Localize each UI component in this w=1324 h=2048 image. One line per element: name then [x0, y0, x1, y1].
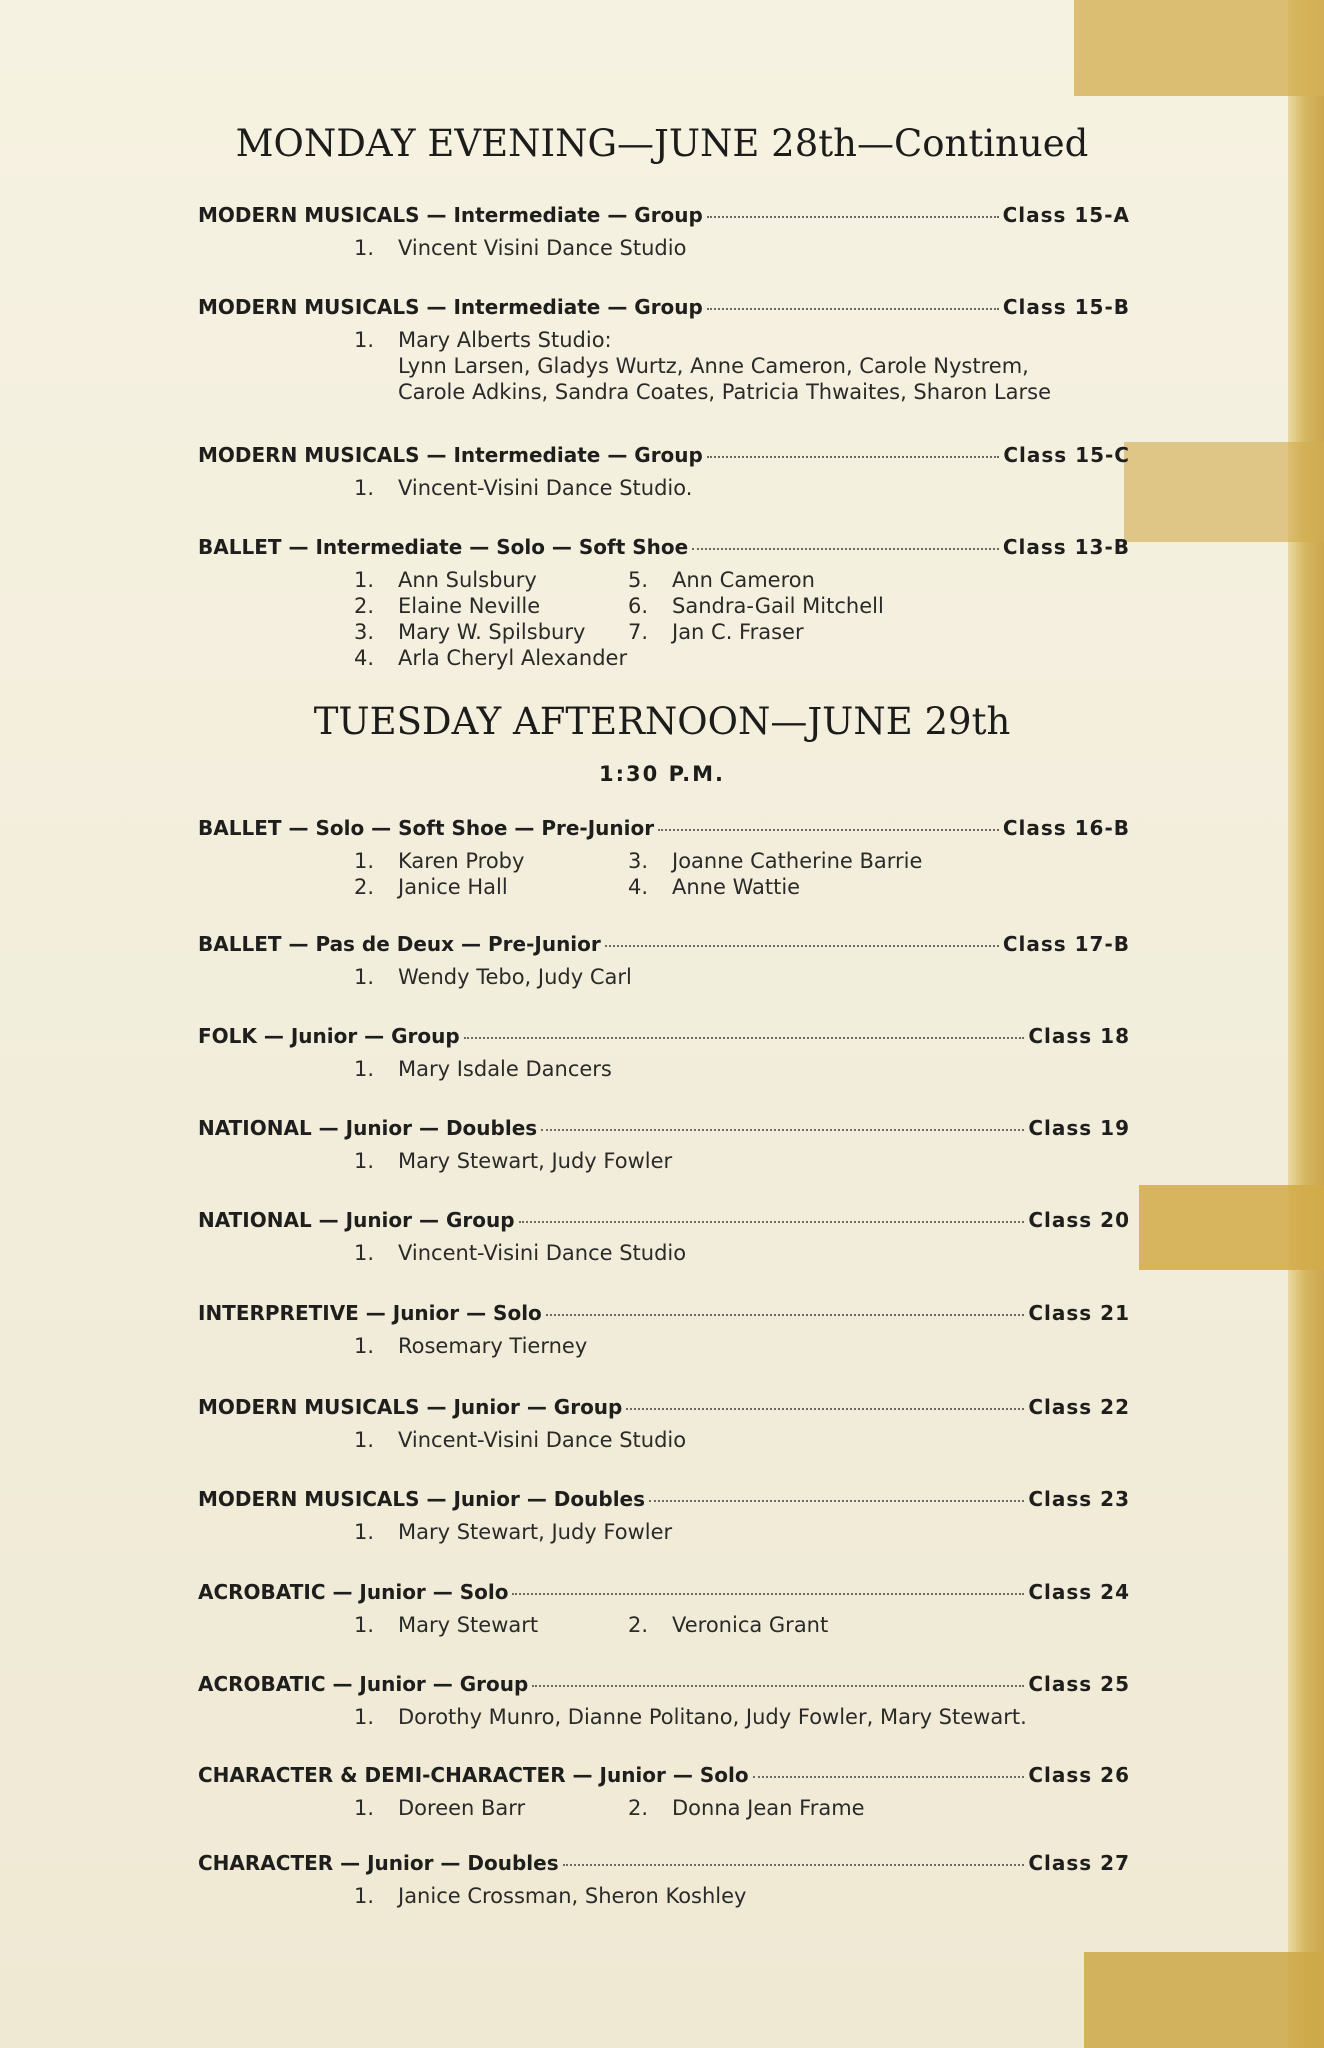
entry-column-left: [198, 1612, 628, 1638]
entry-list: [198, 1612, 1130, 1638]
class-title: BALLET — Pas de Deux — Pre-Junior: [198, 932, 601, 956]
class-heading-row: [198, 1116, 1130, 1146]
class-section: [198, 1024, 1130, 1082]
entry: [628, 619, 1028, 645]
entry-number: 2.: [354, 594, 375, 618]
dot-leader: [707, 308, 999, 310]
dot-leader: [464, 1037, 1025, 1039]
entry-number: 2.: [628, 1613, 649, 1637]
entry: [354, 1056, 1130, 1082]
dot-leader: [707, 456, 1000, 458]
class-number: Class 17-B: [1002, 932, 1130, 956]
class-heading-row: [198, 1672, 1130, 1702]
entry-name: Vincent-Visini Dance Studio.: [398, 476, 693, 500]
entry-name: Janice Crossman, Sheron Koshley: [398, 1884, 747, 1908]
entry-number: 1.: [354, 965, 375, 989]
entry-column-right: [628, 567, 1028, 671]
entry: [354, 1240, 1130, 1266]
entry-number: 1.: [354, 849, 375, 873]
class-section: [198, 443, 1130, 501]
entry: [354, 1612, 628, 1638]
entry-number: 1.: [354, 1428, 375, 1452]
entry-column-left: [198, 848, 628, 900]
class-section: [198, 932, 1130, 990]
monday-heading: MONDAY EVENING—JUNE 28th—Continued: [235, 122, 1089, 165]
entry-list: [198, 327, 1130, 405]
class-title: ACROBATIC — Junior — Solo: [198, 1580, 509, 1604]
dot-leader: [541, 1129, 1024, 1131]
class-number: Class 15-A: [1002, 203, 1130, 227]
entry-number: 1.: [354, 1613, 375, 1637]
entry-name: Mary W. Spilsbury: [398, 620, 586, 644]
entry-list: [198, 1148, 1130, 1174]
entry-number: 4.: [354, 646, 375, 670]
entry: [354, 1427, 1130, 1453]
entry-name: Sandra-Gail Mitchell: [672, 594, 884, 618]
class-section: [198, 816, 1130, 900]
entry-name: Wendy Tebo, Judy Carl: [398, 965, 632, 989]
class-section: [198, 1580, 1130, 1638]
entry-name: Mary Alberts Studio:: [398, 328, 612, 352]
entry: [354, 619, 628, 645]
entry-number: 2.: [628, 1796, 649, 1820]
entry-name: Joanne Catherine Barrie: [672, 849, 923, 873]
class-section: [198, 1395, 1130, 1453]
class-number: Class 24: [1028, 1580, 1130, 1604]
class-title: MODERN MUSICALS — Intermediate — Group: [198, 203, 703, 227]
entry-number: 3.: [354, 620, 375, 644]
entry-list: [198, 1427, 1130, 1453]
entry-column-right: [628, 1612, 1028, 1638]
entry: [354, 1704, 1130, 1730]
class-title: INTERPRETIVE — Junior — Solo: [198, 1301, 542, 1325]
entry-name: Ann Sulsbury: [398, 568, 537, 592]
tape-strip-bottom: [1084, 1952, 1324, 2048]
entry-name: Dorothy Munro, Dianne Politano, Judy Fowler, Mary Stewart.: [398, 1705, 1027, 1729]
entry-continuation: Lynn Larsen, Gladys Wurtz, Anne Cameron, Carole Nystrem,: [398, 354, 1029, 378]
entry-number: 1.: [354, 1149, 375, 1173]
entry: [354, 874, 628, 900]
entry-number: 1.: [354, 1520, 375, 1544]
class-title: NATIONAL — Junior — Doubles: [198, 1116, 538, 1140]
class-number: Class 21: [1028, 1301, 1130, 1325]
entry: [628, 1795, 1028, 1821]
entry: [354, 1519, 1130, 1545]
class-title: MODERN MUSICALS — Junior — Group: [198, 1395, 623, 1419]
entry: [354, 475, 1130, 501]
tuesday-heading: TUESDAY AFTERNOON—JUNE 29th: [313, 700, 1011, 743]
entry-number: 7.: [628, 620, 649, 644]
entry-name: Anne Wattie: [672, 875, 801, 899]
entry: [354, 645, 628, 671]
entry-number: 4.: [628, 875, 649, 899]
tape-strip-top: [1074, 0, 1324, 96]
entry-number: 1.: [354, 1884, 375, 1908]
class-section: [198, 1851, 1130, 1909]
entry-list: [198, 567, 1130, 671]
dot-leader: [658, 829, 999, 831]
entry-list: [198, 1056, 1130, 1082]
entry-number: 3.: [628, 849, 649, 873]
entry-number: 1.: [354, 1334, 375, 1358]
class-section: [198, 203, 1130, 261]
entry-name: Vincent-Visini Dance Studio: [398, 1428, 687, 1452]
entry: [354, 1148, 1130, 1174]
dot-leader: [649, 1500, 1024, 1502]
entry-list: [198, 1795, 1130, 1821]
class-heading-row: [198, 1763, 1130, 1793]
entry: [354, 1333, 1130, 1359]
class-section: [198, 1672, 1130, 1730]
entry: [628, 874, 1028, 900]
entry-number: 2.: [354, 875, 375, 899]
entry-name: Doreen Barr: [398, 1796, 526, 1820]
entry: [354, 964, 1130, 990]
class-title: MODERN MUSICALS — Junior — Doubles: [198, 1487, 646, 1511]
class-heading-row: [198, 1487, 1130, 1517]
class-number: Class 20: [1028, 1208, 1130, 1232]
entry-column-left: [198, 567, 628, 671]
dot-leader: [563, 1864, 1025, 1866]
class-heading-row: [198, 1024, 1130, 1054]
class-section: [198, 295, 1130, 405]
tuesday-time: 1:30 P.M.: [599, 762, 725, 786]
class-title: BALLET — Solo — Soft Shoe — Pre-Junior: [198, 816, 655, 840]
entry: [628, 567, 1028, 593]
entry-number: 1.: [354, 1796, 375, 1820]
entry-list: [198, 1333, 1130, 1359]
entry-list: [198, 1883, 1130, 1909]
class-number: Class 22: [1028, 1395, 1130, 1419]
entry: [354, 593, 628, 619]
entry-columns: [198, 567, 1130, 671]
entry-number: 1.: [354, 1241, 375, 1265]
entry: [628, 1612, 1028, 1638]
class-heading-row: [198, 1395, 1130, 1425]
tape-strip-middle: [1139, 1185, 1324, 1270]
class-title: ACROBATIC — Junior — Group: [198, 1672, 529, 1696]
entry-columns: [198, 848, 1130, 900]
class-title: MODERN MUSICALS — Intermediate — Group: [198, 443, 703, 467]
class-heading-row: [198, 1580, 1130, 1610]
class-heading-row: [198, 203, 1130, 233]
class-section: [198, 1487, 1130, 1545]
entry: [354, 848, 628, 874]
entry-name: Rosemary Tierney: [398, 1334, 588, 1358]
entry-name: Mary Stewart, Judy Fowler: [398, 1149, 673, 1173]
class-title: NATIONAL — Junior — Group: [198, 1208, 515, 1232]
entry-column-left: [198, 1795, 628, 1821]
class-heading-row: [198, 816, 1130, 846]
entry-column-right: [628, 1795, 1028, 1821]
entry-name: Janice Hall: [398, 875, 508, 899]
dot-leader: [626, 1408, 1024, 1410]
dot-leader: [546, 1314, 1025, 1316]
class-heading-row: [198, 295, 1130, 325]
entry-list: [198, 848, 1130, 900]
entry-column-right: [628, 848, 1028, 900]
entry-name: Vincent-Visini Dance Studio: [398, 1241, 687, 1265]
class-title: CHARACTER & DEMI-CHARACTER — Junior — Solo: [198, 1763, 749, 1787]
class-section: [198, 1763, 1130, 1821]
class-section: [198, 1116, 1130, 1174]
class-heading-row: [198, 1301, 1130, 1331]
class-section: [198, 1208, 1130, 1266]
entry-name: Veronica Grant: [672, 1613, 829, 1637]
class-heading-row: [198, 1208, 1130, 1238]
entry-list: [198, 235, 1130, 261]
class-heading-row: [198, 535, 1130, 565]
entry: [354, 567, 628, 593]
entry: [354, 327, 1130, 353]
class-title: FOLK — Junior — Group: [198, 1024, 460, 1048]
tape-strip-upper: [1124, 442, 1324, 542]
entry-name: Karen Proby: [398, 849, 525, 873]
entry-number: 1.: [354, 1705, 375, 1729]
dot-leader: [532, 1685, 1024, 1687]
entry-number: 1.: [354, 476, 375, 500]
page-edge-stain: [1288, 0, 1324, 2048]
entry-list: [198, 1704, 1130, 1730]
entry-number: 1.: [354, 1057, 375, 1081]
class-section: [198, 535, 1130, 671]
entry: [628, 593, 1028, 619]
entry-columns: [198, 1795, 1130, 1821]
entry-number: 1.: [354, 328, 375, 352]
dot-leader: [692, 548, 999, 550]
entry-number: 6.: [628, 594, 649, 618]
dot-leader: [707, 216, 999, 218]
class-number: Class 26: [1028, 1763, 1130, 1787]
class-heading-row: [198, 1851, 1130, 1881]
entry-list: [198, 964, 1130, 990]
class-number: Class 16-B: [1002, 816, 1130, 840]
entry-name: Donna Jean Frame: [672, 1796, 865, 1820]
entry-number: 5.: [628, 568, 649, 592]
entry-name: Mary Stewart: [398, 1613, 539, 1637]
entry-number: 1.: [354, 236, 375, 260]
dot-leader: [605, 945, 999, 947]
entry-name: Elaine Neville: [398, 594, 541, 618]
entry-columns: [198, 1612, 1130, 1638]
entry-name: Vincent Visini Dance Studio: [398, 236, 687, 260]
entry-name: Arla Cheryl Alexander: [398, 646, 628, 670]
dot-leader: [519, 1221, 1025, 1223]
dot-leader: [753, 1776, 1025, 1778]
class-heading-row: [198, 932, 1130, 962]
class-heading-row: [198, 443, 1130, 473]
entry-number: 1.: [354, 568, 375, 592]
entry-name: Mary Isdale Dancers: [398, 1057, 612, 1081]
entry-name: Mary Stewart, Judy Fowler: [398, 1520, 673, 1544]
class-section: [198, 1301, 1130, 1359]
class-number: Class 18: [1028, 1024, 1130, 1048]
entry: [354, 1795, 628, 1821]
entry-continuation: Carole Adkins, Sandra Coates, Patricia Thwaites, Sharon Larse: [398, 380, 1051, 404]
entry-name: Jan C. Fraser: [672, 620, 804, 644]
class-title: BALLET — Intermediate — Solo — Soft Shoe: [198, 535, 689, 559]
entry: [354, 1883, 1130, 1909]
entry-name: Ann Cameron: [672, 568, 815, 592]
class-title: MODERN MUSICALS — Intermediate — Group: [198, 295, 703, 319]
class-number: Class 25: [1028, 1672, 1130, 1696]
class-number: Class 15-C: [1003, 443, 1130, 467]
dot-leader: [512, 1593, 1024, 1595]
class-number: Class 23: [1028, 1487, 1130, 1511]
class-number: Class 27: [1028, 1851, 1130, 1875]
class-number: Class 15-B: [1002, 295, 1130, 319]
entry-list: [198, 1519, 1130, 1545]
entry-list: [198, 475, 1130, 501]
class-number: Class 19: [1028, 1116, 1130, 1140]
entry: [354, 235, 1130, 261]
entry-list: [198, 1240, 1130, 1266]
entry: [628, 848, 1028, 874]
class-title: CHARACTER — Junior — Doubles: [198, 1851, 559, 1875]
class-number: Class 13-B: [1002, 535, 1130, 559]
